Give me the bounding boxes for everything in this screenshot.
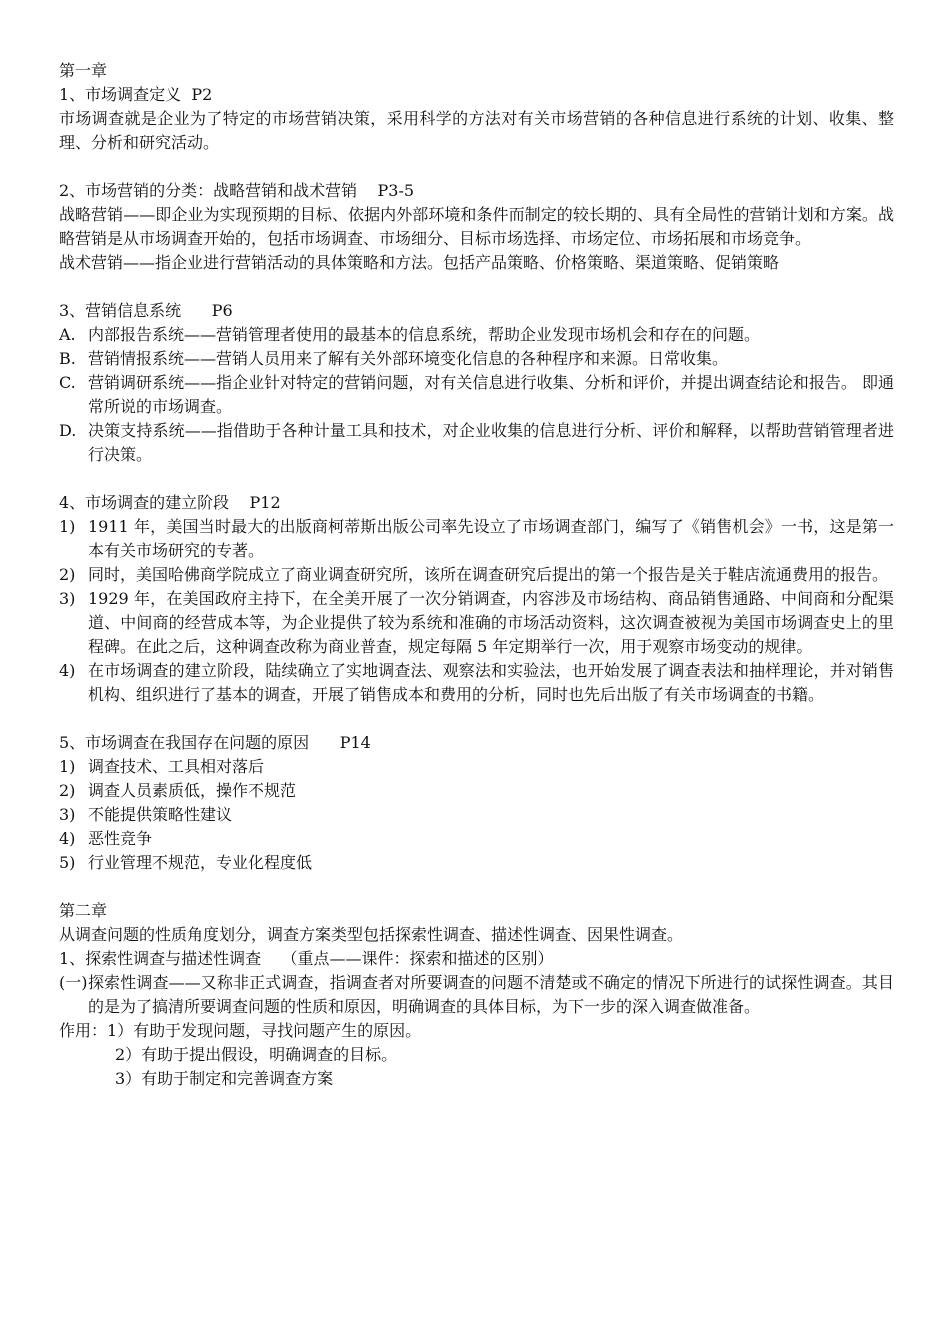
list-marker: 2) bbox=[59, 781, 76, 800]
strategic-marketing-paragraph: 战略营销——即企业为实现预期的目标、依据内外部环境和条件而制定的较长期的、具有全局性的营销计划和方案。战略营销是从市场调查开始的，包括市场调查、市场细分、目标市场选择、市场定位、市场拓展和市场竞争。 bbox=[59, 205, 894, 248]
list-item-text: 探索性调查——又称非正式调查，指调查者对所要调查的问题不清楚或不确定的情况下所进行的试探性调查。其目的是为了搞清所要调查问题的性质和原因，明确调查的具体目标，为下一步的深入调查做准备。 bbox=[88, 973, 894, 1016]
section-3-heading: 3、营销信息系统 P6 bbox=[59, 301, 233, 320]
list-item-text: 不能提供策略性建议 bbox=[88, 805, 233, 824]
list-item-text: 恶性竞争 bbox=[88, 829, 153, 848]
list-item-text: 1929 年，在美国政府主持下，在全美开展了一次分销调查，内容涉及市场结构、商品销售通路、中间商和分配渠道、中间商的经营成本等，为企业提供了较为系统和准确的市场活动资料，这次调查被视为美国市场调查史上的里程碑。在此之后，这种调查改称为商业普查，规定每隔 5 年定期举行一次，用于观察市场变动的规律。 bbox=[88, 589, 894, 656]
uses-line: 作用：1）有助于发现问题，寻找问题产生的原因。 bbox=[59, 1021, 422, 1040]
spacer bbox=[59, 467, 894, 491]
list-marker: 3) bbox=[59, 805, 76, 824]
list-item bbox=[59, 371, 894, 419]
list-marker: 4) bbox=[59, 829, 76, 848]
list-item-text: 调查技术、工具相对落后 bbox=[88, 757, 265, 776]
spacer bbox=[59, 155, 894, 179]
list-item-text: 在市场调查的建立阶段，陆续确立了实地调查法、观察法和实验法，也开始发展了调查表法和抽样理论，并对销售机构、组织进行了基本的调查，开展了销售成本和费用的分析，同时也先后出版了有关市场调查的书籍。 bbox=[88, 661, 894, 704]
uses-line: 2）有助于提出假设，明确调查的目标。 bbox=[115, 1045, 398, 1064]
chapter-1-title: 第一章 bbox=[59, 61, 108, 80]
list-marker: C. bbox=[59, 373, 76, 392]
spacer bbox=[59, 707, 894, 731]
list-item bbox=[59, 659, 894, 707]
list-item-text: 1911 年，美国当时最大的出版商柯蒂斯出版公司率先设立了市场调查部门，编写了《销售机会》一书，这是第一本有关市场研究的专著。 bbox=[88, 517, 894, 560]
list-marker: B. bbox=[59, 349, 76, 368]
chapter-2-intro: 从调查问题的性质角度划分，调查方案类型包括探索性调查、描述性调查、因果性调查。 bbox=[59, 925, 684, 944]
section-5-heading: 5、市场调查在我国存在问题的原因 P14 bbox=[59, 733, 371, 752]
list-item bbox=[59, 563, 894, 587]
list-item bbox=[59, 419, 894, 467]
list-item bbox=[59, 587, 894, 659]
list-marker: 3) bbox=[59, 589, 76, 608]
list-marker: 2) bbox=[59, 565, 76, 584]
list-item-text: 内部报告系统——营销管理者使用的最基本的信息系统，帮助企业发现市场机会和存在的问题。 bbox=[88, 325, 761, 344]
chapter-2-title: 第二章 bbox=[59, 901, 108, 920]
list-marker: 4) bbox=[59, 661, 76, 680]
list-item bbox=[59, 755, 894, 779]
list-item-text: 营销情报系统——营销人员用来了解有关外部环境变化信息的各种程序和来源。日常收集。 bbox=[88, 349, 729, 368]
spacer bbox=[59, 275, 894, 299]
document-page bbox=[59, 59, 894, 1091]
list-item bbox=[59, 851, 894, 875]
list-item bbox=[59, 827, 894, 851]
list-marker: (一) bbox=[59, 973, 88, 992]
list-item bbox=[59, 323, 894, 347]
tactical-marketing-paragraph: 战术营销——指企业进行营销活动的具体策略和方法。包括产品策略、价格策略、渠道策略、促销策略 bbox=[59, 253, 780, 272]
section-1-heading: 1、市场调查定义 P2 bbox=[59, 85, 213, 104]
list-item bbox=[59, 803, 894, 827]
list-item-text: 行业管理不规范，专业化程度低 bbox=[88, 853, 313, 872]
list-item-text: 营销调研系统——指企业针对特定的营销问题，对有关信息进行收集、分析和评价，并提出调查结论和报告。 即通常所说的市场调查。 bbox=[88, 373, 894, 416]
section-1-body: 市场调查就是企业为了特定的市场营销决策，采用科学的方法对有关市场营销的各种信息进行系统的计划、收集、整理、分析和研究活动。 bbox=[59, 109, 894, 152]
list-item-text: 同时，美国哈佛商学院成立了商业调查研究所，该所在调查研究后提出的第一个报告是关于鞋店流通费用的报告。 bbox=[88, 565, 889, 584]
list-item bbox=[59, 347, 894, 371]
list-item bbox=[59, 515, 894, 563]
list-item-text: 调查人员素质低，操作不规范 bbox=[88, 781, 297, 800]
section-4-heading: 4、市场调查的建立阶段 P12 bbox=[59, 493, 281, 512]
list-marker: D. bbox=[59, 421, 77, 440]
list-marker: 1) bbox=[59, 757, 76, 776]
spacer bbox=[59, 875, 894, 899]
list-marker: 1) bbox=[59, 517, 76, 536]
list-marker: 5) bbox=[59, 853, 76, 872]
list-marker: A. bbox=[59, 325, 76, 344]
list-item-text: 决策支持系统——指借助于各种计量工具和技术，对企业收集的信息进行分析、评价和解释，以帮助营销管理者进行决策。 bbox=[88, 421, 894, 464]
list-item bbox=[59, 779, 894, 803]
chapter-2-section-1-heading: 1、探索性调查与描述性调查 （重点——课件：探索和描述的区别） bbox=[59, 949, 554, 968]
section-2-heading: 2、市场营销的分类：战略营销和战术营销 P3-5 bbox=[59, 181, 415, 200]
uses-line: 3）有助于制定和完善调查方案 bbox=[115, 1069, 334, 1088]
list-item bbox=[59, 971, 894, 1019]
